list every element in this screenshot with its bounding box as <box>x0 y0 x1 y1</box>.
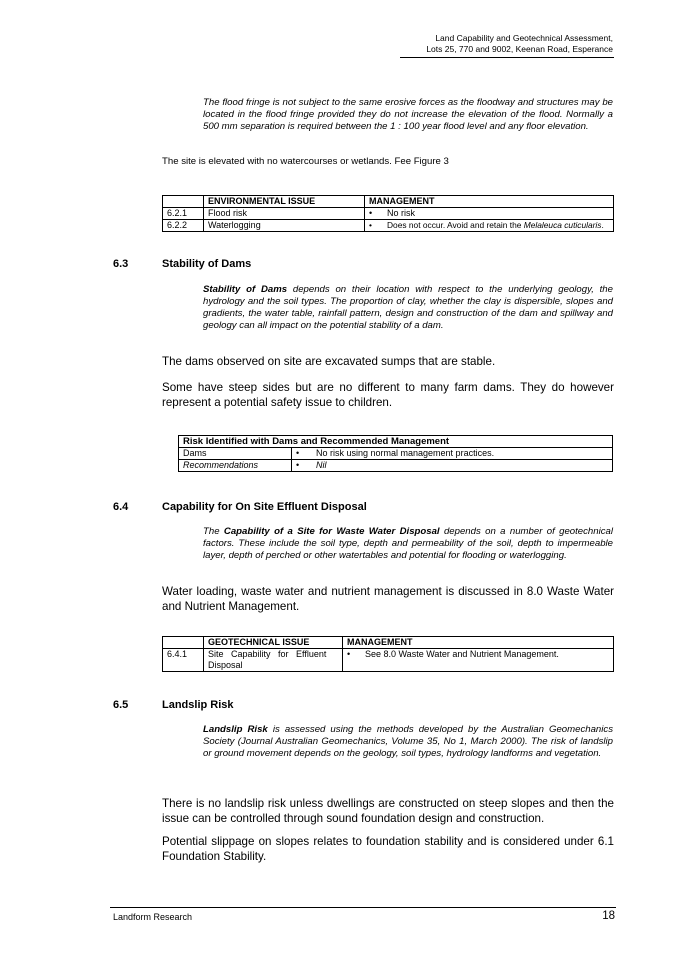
definition-prefix: The <box>203 526 224 537</box>
table-row <box>179 448 613 460</box>
dams-risk-table <box>178 435 613 472</box>
dams-paragraph-1: The dams observed on site are excavated sumps that are stable. <box>162 355 496 368</box>
dams-paragraph-2: Some have steep sides but are no different to many farm dams. They do however represent a potential safety issue to children. <box>162 381 614 409</box>
bullet: • <box>292 460 313 472</box>
management-end: . <box>601 220 604 230</box>
dams-table-title: Risk Identified with Dams and Recommended Management <box>179 436 613 448</box>
footer-organisation: Landform Research <box>113 912 193 922</box>
row-number: 6.4.1 <box>163 649 204 672</box>
row-number: 6.2.1 <box>163 208 204 220</box>
table-header-management: MANAGEMENT <box>343 637 614 649</box>
table-row <box>163 649 614 672</box>
table-header-management: MANAGEMENT <box>365 196 614 208</box>
row-management <box>365 208 614 220</box>
management-text: No risk <box>387 208 416 218</box>
row-management <box>343 649 614 672</box>
bullet: • <box>369 208 373 218</box>
row-label: Dams <box>179 448 292 460</box>
row-value: No risk using normal management practices. <box>312 448 613 460</box>
header-rule <box>400 57 614 58</box>
flood-fringe-note: The flood fringe is not subject to the same erosive forces as the floodway and structures may be located in the flood fringe provided they do not increase the elevation of the flood. Normally a 500 mm separation is required between the 1 : 100 year flood level and any floor elevation. <box>203 97 613 132</box>
section-title-6-4: Capability for On Site Effluent Disposal <box>162 501 367 513</box>
table-header-issue: GEOTECHNICAL ISSUE <box>204 637 343 649</box>
landslip-risk-definition <box>203 724 613 760</box>
definition-term: Stability of Dams <box>203 284 288 295</box>
management-text: See 8.0 Waste Water and Nutrient Management. <box>365 649 559 659</box>
table-row <box>163 208 614 220</box>
management-italic: Melaleuca cuticularis <box>523 220 602 230</box>
definition-body: is assessed using the methods developed by the Australian Geomechanics Society (Journal Australian Geomechanics, Volume 35, No 1, March 2000). The risk of landslip or ground movement depends on the geology, soil types, hydrology landforms and vegetation. <box>203 724 613 759</box>
table-header-num <box>163 196 204 208</box>
header-line-2: Lots 25, 770 and 9002, Keenan Road, Esperance <box>426 44 613 54</box>
definition-body: depends on their location with respect to the underlying geology, the hydrology and the soil types. The proportion of clay, whether the clay is dispersible, slopes and gradients, the water table, rainfall pattern, design and construction of the dam and spillway and geology can all impact on the potential stability of a dam. <box>203 284 613 331</box>
effluent-paragraph-1: Water loading, waste water and nutrient management is discussed in 8.0 Waste Water and Nutrient Management. <box>162 585 614 613</box>
table-header-row <box>163 196 614 208</box>
landslip-paragraph-2: Potential slippage on slopes relates to foundation stability and is considered under 6.1 Foundation Stability. <box>162 835 614 863</box>
row-issue: Flood risk <box>204 208 365 220</box>
stability-of-dams-definition <box>203 284 613 332</box>
table-header-num <box>163 637 204 649</box>
table-header-row <box>163 637 614 649</box>
page-header <box>426 33 613 55</box>
bullet: • <box>347 649 351 659</box>
page-number: 18 <box>602 910 615 922</box>
definition-term: Landslip Risk <box>203 724 268 735</box>
row-issue: Site Capability for Effluent Disposal <box>204 649 343 672</box>
bullet: • <box>292 448 313 460</box>
section-number-6-3: 6.3 <box>113 258 129 270</box>
section-title-6-5: Landslip Risk <box>162 699 234 711</box>
section-title-6-3: Stability of Dams <box>162 258 252 270</box>
definition-term: Capability of a Site for Waste Water Disposal <box>223 526 440 537</box>
table-row <box>179 460 613 472</box>
footer-rule <box>110 907 616 908</box>
effluent-capability-definition <box>203 526 613 562</box>
table-title-row <box>179 436 613 448</box>
header-line-1: Land Capability and Geotechnical Assessment, <box>435 33 613 43</box>
management-text: Does not occur. Avoid and retain the <box>387 220 524 230</box>
row-issue: Waterlogging <box>204 220 365 232</box>
site-statement: The site is elevated with no watercourses or wetlands. Fee Figure 3 <box>162 156 449 167</box>
row-label: Recommendations <box>179 460 292 472</box>
landslip-paragraph-1: There is no landslip risk unless dwellings are constructed on steep slopes and then the issue can be controlled through sound foundation design and construction. <box>162 797 614 825</box>
section-number-6-5: 6.5 <box>113 699 129 711</box>
row-value: Nil <box>312 460 613 472</box>
environmental-issue-table <box>162 195 614 232</box>
definition-body: depends on a number of geotechnical factors. These include the soil type, depth and permeability of the soil, depth to impermeable layer, depth of perched or other watertables and potential for flooding or waterlogging. <box>203 526 613 561</box>
bullet: • <box>369 220 372 230</box>
geotechnical-issue-table <box>162 636 614 672</box>
section-number-6-4: 6.4 <box>113 501 129 513</box>
table-header-issue: ENVIRONMENTAL ISSUE <box>204 196 365 208</box>
row-management <box>365 220 614 232</box>
row-number: 6.2.2 <box>163 220 204 232</box>
table-row <box>163 220 614 232</box>
